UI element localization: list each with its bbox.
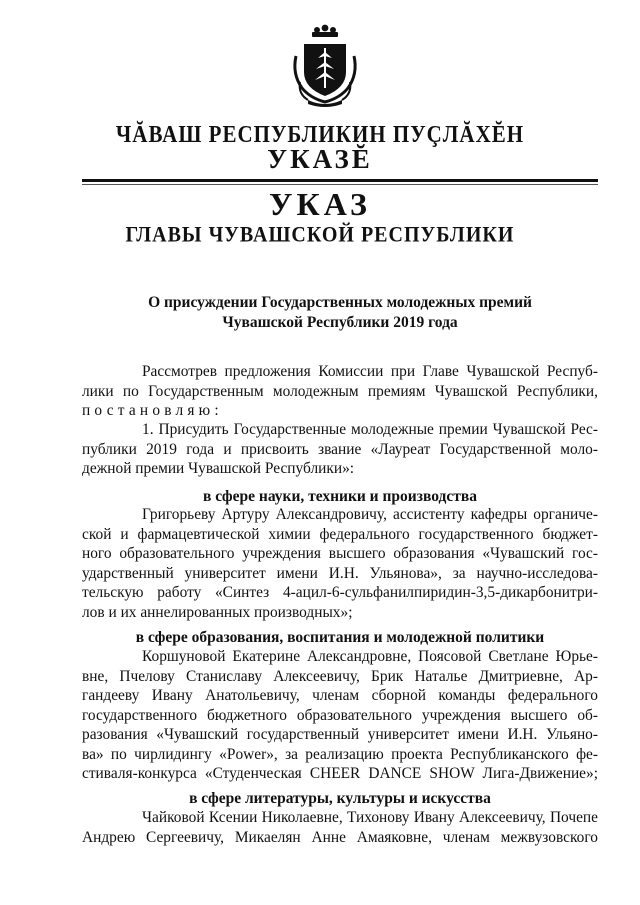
header-chuvash-ukaze: УКАЗĔ	[267, 144, 373, 174]
section-science-line: Григорьеву Артуру Александровичу, ассистенту кафедры органиче-	[142, 506, 598, 523]
header-glava: ГЛАВЫ ЧУВАШСКОЙ РЕСПУБЛИКИ	[125, 222, 515, 248]
section-education-line: вне, Пчелову Станиславу Алексеевичу, Брик Наталье Дмитриевне, Ар-	[82, 667, 598, 685]
section-education-line: гандееву Ивану Анатольевичу, членам сборной команды федерального	[82, 687, 598, 704]
header-chuvash-line: ЧĂВАШ РЕСПУБЛИКИН ПУÇЛĂХĔН	[115, 120, 525, 148]
section-literature-line: Андрею Сергеевичу, Микаелян Анне Амаяковне, членам межвузовского	[82, 828, 598, 846]
header-ukaz: УКАЗ	[269, 186, 371, 222]
header-divider-thick	[82, 179, 598, 182]
section-education-line: Коршуновой Екатерине Александровне, Поясовой Светлане Юрье-	[142, 648, 598, 665]
document-title	[82, 293, 598, 333]
item-1-line: публики 2019 года и присвоить звание «Лауреат Государственной моло-	[82, 440, 598, 458]
section-literature-paragraph	[82, 808, 598, 847]
decree-word: постановляю:	[82, 402, 223, 419]
section-education-line: государственного бюджетного образовательного учреждения высшего об-	[82, 706, 598, 724]
section-heading-education: в сфере образования, воспитания и молодежной политики	[135, 629, 545, 646]
section-education-line: стиваля-конкурса «Студенческая CHEER DANCE SHOW Лига-Движение»;	[82, 765, 598, 782]
section-education-line: разования «Чувашский государственный университет имени И.Н. Ульяно-	[82, 726, 598, 743]
preamble-line: лики по Государственным молодежным премиям Чувашской Республики,	[82, 382, 598, 400]
section-science-line: лов и их аннелированных производных»;	[82, 603, 353, 621]
document-title-line-2: Чувашской Республики 2019 года	[222, 314, 458, 331]
section-science-line: тельскую работу «Синтез 4-ацил-6-сульфанилпиридин-3,5-дикарбонитри-	[82, 584, 598, 601]
preamble-line: Рассмотрев предложения Комиссии при Главе Чувашской Респуб-	[142, 363, 598, 380]
header-divider-thin	[82, 184, 598, 185]
item-1-paragraph	[82, 420, 598, 479]
document-title-line-1: О присуждении Государственных молодежных премий	[148, 294, 532, 311]
section-science-paragraph	[82, 505, 598, 622]
preamble-paragraph	[82, 362, 598, 421]
section-education-paragraph	[82, 647, 598, 784]
section-education-line: ва» по чирлидингу «Power», за реализацию проекта Республиканского фе-	[82, 745, 598, 763]
section-heading-science: в сфере науки, техники и производства	[203, 488, 477, 505]
section-heading-literature: в сфере литературы, культуры и искусства	[189, 790, 491, 807]
section-literature-line: Чайковой Ксении Николаевне, Тихонову Ивану Алексеевичу, Почепе	[142, 809, 598, 826]
item-1-line: 1. Присудить Государственные молодежные премии Чувашской Рес-	[142, 421, 598, 438]
coat-of-arms-emblem	[290, 22, 360, 108]
section-science-line: ударственный университет имени И.Н. Ульянова», за научно-исследова-	[82, 564, 598, 582]
item-1-line: дежной премии Чувашской Республики»:	[82, 460, 355, 477]
section-science-line: ской и фармацевтической химии федерального государственного бюджет-	[82, 525, 598, 543]
section-science-line: ного образовательного учреждения высшего образования «Чувашский гос-	[82, 545, 598, 562]
